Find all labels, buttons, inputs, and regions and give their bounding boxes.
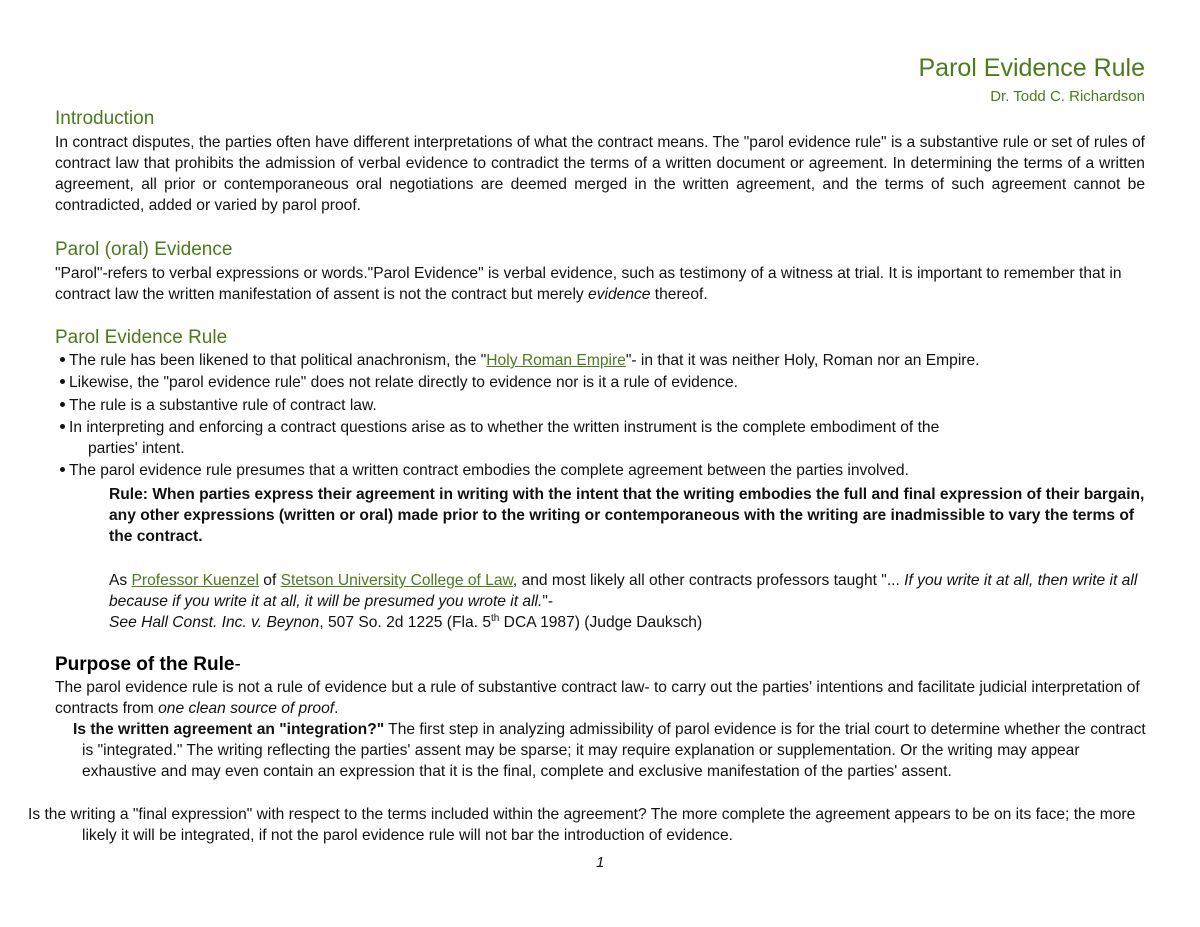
list-item — [60, 372, 738, 393]
oral-evidence-heading: Parol (oral) Evidence — [55, 239, 233, 260]
case-citation-sup: th — [491, 612, 500, 624]
oral-text-after: thereof. — [650, 286, 708, 303]
rule-statement: Rule: When parties express their agreement in writing with the intent that the writing embodies the full and final expression of their bargain, any other expressions (written or oral) made prior to the writing or contemporaneous with the writing are inadmissible to vary the terms of the contract. — [109, 486, 1145, 545]
kuenzel-quote — [109, 570, 1149, 633]
page-number: 1 — [596, 854, 605, 871]
purpose-text-italic: one clean source of proof — [158, 700, 335, 717]
list-item-continuation: parties' intent. — [88, 440, 185, 457]
list-item — [60, 350, 979, 371]
quote-text: "- — [542, 593, 554, 610]
integration-question: Is the written agreement an "integration?" — [73, 721, 385, 738]
oral-text-italic: evidence — [588, 286, 651, 303]
document-title: Parol Evidence Rule — [918, 54, 1145, 82]
purpose-text-before: The parol evidence rule is not a rule of evidence but a rule of substantive contract law- to carry out the parties' intentions and facilitate judicial interpretation of contracts from — [55, 679, 1140, 717]
integration-text: The first step in analyzing admissibility of parol evidence is for the trial court to determine whether the contract is "integrated." The writing reflecting the parties' assent may be sparse; it may require explanation or supplementation. Or the writing may appear exhaustive and may even contain an expression that it is the final, complete and exclusive manifestation of the parties' assent. — [82, 721, 1146, 780]
document-author: Dr. Todd C. Richardson — [990, 88, 1145, 105]
stetson-university-link[interactable]: Stetson University College of Law — [280, 572, 513, 589]
quote-italic: If you write it at all, then write it all because if you write it at all, it will be presumed you wrote it all. — [109, 572, 1138, 610]
bullet-icon — [60, 402, 65, 407]
purpose-heading-dash: - — [234, 654, 241, 675]
bullet-text: The rule has been likened to that political anachronism, the " — [69, 352, 487, 369]
oral-evidence-paragraph — [55, 263, 1145, 305]
purpose-text-after: . — [334, 700, 339, 717]
holy-roman-empire-link[interactable]: Holy Roman Empire — [486, 352, 626, 369]
bullet-icon — [60, 467, 65, 472]
list-item — [60, 460, 909, 481]
purpose-paragraph — [55, 677, 1145, 719]
list-item — [60, 417, 939, 438]
bullet-text: In interpreting and enforcing a contract questions arise as to whether the written instrument is the complete embodiment of the — [69, 419, 940, 436]
integration-paragraph — [73, 719, 1153, 782]
bullet-text: The parol evidence rule presumes that a written contract embodies the complete agreement between the parties involved. — [69, 462, 909, 479]
list-item — [60, 395, 377, 416]
bullet-text: "- in that it was neither Holy, Roman nor an Empire. — [625, 352, 980, 369]
bullet-icon — [60, 357, 65, 362]
bullet-icon — [60, 424, 65, 429]
case-citation-name: See Hall Const. Inc. v. Beynon — [109, 614, 320, 631]
per-heading: Parol Evidence Rule — [55, 327, 228, 348]
quote-text: of — [258, 572, 281, 589]
final-expression-paragraph: Is the writing a "final expression" with respect to the terms included within the agreement? The more complete the agreement appears to be on its face; the more likely it will be integrated, if not the parol evidence rule will not bar the introduction of evidence. — [28, 806, 1136, 844]
intro-heading: Introduction — [55, 108, 155, 129]
case-citation-text: , 507 So. 2d 1225 (Fla. 5 — [319, 614, 491, 631]
quote-text: , and most likely all other contracts professors taught "... — [512, 572, 905, 589]
oral-text-before: "Parol"-refers to verbal expressions or words."Parol Evidence" is verbal evidence, such as testimony of a witness at trial. It is important to remember that in contract law the written manifestation of assent is not the contract but merely — [55, 265, 1122, 303]
professor-kuenzel-link[interactable]: Professor Kuenzel — [131, 572, 259, 589]
bullet-text: The rule is a substantive rule of contract law. — [69, 397, 377, 414]
purpose-heading-text: Purpose of the Rule — [55, 654, 235, 675]
purpose-heading — [55, 654, 241, 676]
bullet-icon — [60, 379, 65, 384]
intro-paragraph: In contract disputes, the parties often have different interpretations of what the contract means. The "parol evidence rule" is a substantive rule or set of rules of contract law that prohibits the admission of verbal evidence to contradict the terms of a written document or agreement. In determining the terms of a written agreement, all prior or contemporaneous oral negotiations are deemed merged in the written agreement, and the terms of such agreement cannot be contradicted, added or varied by parol proof. — [55, 134, 1145, 214]
quote-text: As — [109, 572, 132, 589]
bullet-text: Likewise, the "parol evidence rule" does not relate directly to evidence nor is it a rule of evidence. — [69, 374, 738, 391]
case-citation-text: DCA 1987) (Judge Dauksch) — [499, 614, 703, 631]
